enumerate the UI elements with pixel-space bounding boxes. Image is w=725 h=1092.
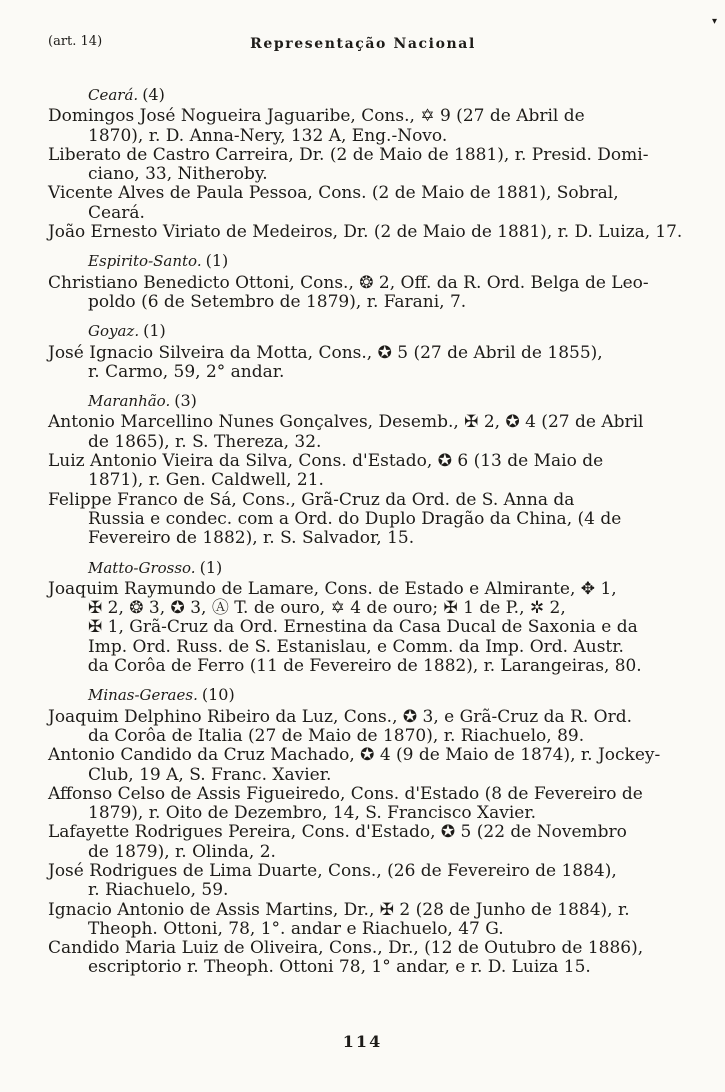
section-title <box>48 85 682 105</box>
entry <box>48 452 682 491</box>
entry-line: 1870), r. D. Anna-Nery, 132 A, Eng.-Novo. <box>88 125 448 146</box>
entry-line: Luiz Antonio Vieira da Silva, Cons. d'Estado, ✪ 6 (13 de Maio de <box>48 451 604 472</box>
section <box>48 85 682 242</box>
entry-line: Candido Maria Luiz de Oliveira, Cons., Dr., (12 de Outubro de 1886), <box>48 938 644 959</box>
section-title <box>48 558 682 578</box>
page-number: 114 <box>342 1032 383 1051</box>
page-header <box>48 34 678 56</box>
entry-line: Lafayette Rodrigues Pereira, Cons. d'Estado, ✪ 5 (22 de Novembro <box>48 822 627 843</box>
section-count: (1) <box>143 321 166 341</box>
section-count: (10) <box>201 685 235 705</box>
entry-line: Vicente Alves de Paula Pessoa, Cons. (2 de Maio de 1881), Sobral, <box>48 183 619 204</box>
section-name: Matto-Grosso. <box>88 558 196 577</box>
section-name: Minas-Geraes. <box>88 686 198 705</box>
entry-line: poldo (6 de Setembro de 1879), r. Farani, 7. <box>88 291 467 312</box>
section-title <box>48 321 682 341</box>
entry-line: Antonio Marcellino Nunes Gonçalves, Desemb., ✠ 2, ✪ 4 (27 de Abril <box>48 412 644 433</box>
entry <box>48 939 682 978</box>
entry-line: José Rodrigues de Lima Duarte, Cons., (26 de Fevereiro de 1884), <box>48 860 617 881</box>
entry-line: escriptorio r. Theoph. Ottoni 78, 1° andar, e r. D. Luiza 15. <box>88 957 591 978</box>
entry-line: Christiano Benedicto Ottoni, Cons., ❂ 2, Off. da R. Ord. Belga de Leo- <box>48 272 649 293</box>
entry <box>48 785 682 824</box>
entry-line: Liberato de Castro Carreira, Dr. (2 de Maio de 1881), r. Presid. Domi- <box>48 144 649 165</box>
entry-line: de 1879), r. Olinda, 2. <box>88 841 276 862</box>
entry-line: João Ernesto Viriato de Medeiros, Dr. (2 de Maio de 1881), r. D. Luiza, 17. <box>48 222 683 243</box>
entry <box>48 491 682 549</box>
entry-line: Affonso Celso de Assis Figueiredo, Cons. d'Estado (8 de Fevereiro de <box>48 783 643 804</box>
section-name: Espirito-Santo. <box>88 252 202 271</box>
entry <box>48 107 682 146</box>
entry-line: Fevereiro de 1882), r. S. Salvador, 15. <box>88 528 415 549</box>
entry <box>48 823 682 862</box>
entry <box>48 274 682 313</box>
section-name: Maranhão. <box>88 392 171 411</box>
section <box>48 321 682 382</box>
header-article-ref: (art. 14) <box>48 34 103 49</box>
entry-line: Felippe Franco de Sá, Cons., Grã-Cruz da Ord. de S. Anna da <box>48 489 575 510</box>
entry-line: Club, 19 A, S. Franc. Xavier. <box>88 764 332 785</box>
entry-line: Ceará. <box>88 202 145 223</box>
entry-line: Russia e condec. com a Ord. do Duplo Dragão da China, (4 de <box>88 508 622 529</box>
entry-line: 1879), r. Oito de Dezembro, 14, S. Francisco Xavier. <box>88 803 536 824</box>
entry-line: José Ignacio Silveira da Motta, Cons., ✪ 5 (27 de Abril de 1855), <box>48 342 603 363</box>
entry <box>48 344 682 383</box>
entry-line: 1871), r. Gen. Caldwell, 21. <box>88 470 324 491</box>
header-title: Representação Nacional <box>250 36 476 52</box>
section-count: (3) <box>174 391 197 411</box>
section-count: (1) <box>199 557 223 577</box>
entry <box>48 862 682 901</box>
entry-line: Ignacio Antonio de Assis Martins, Dr., ✠ 2 (28 de Junho de 1884), r. <box>48 899 630 920</box>
entry-line: Domingos José Nogueira Jaguaribe, Cons., ✡ 9 (27 de Abril de <box>48 106 585 127</box>
entry <box>48 901 682 940</box>
entry-line: ✠ 2, ❂ 3, ✪ 3, Ⓐ T. de ouro, ✡ 4 de ouro; ✠ 1 de P., ✲ 2, <box>88 598 566 619</box>
page-body <box>48 76 682 978</box>
section <box>48 251 682 312</box>
section <box>48 685 682 977</box>
section-name: Ceará. <box>88 86 139 104</box>
entry-line: Joaquim Delphino Ribeiro da Luz, Cons., ✪ 3, e Grã-Cruz da R. Ord. <box>48 706 633 727</box>
entry <box>48 223 682 242</box>
entry <box>48 184 682 223</box>
section-name: Goyaz. <box>88 322 140 341</box>
entry <box>48 580 682 676</box>
entry-line: ✠ 1, Grã-Cruz da Ord. Ernestina da Casa Ducal de Saxonia e da <box>88 617 638 638</box>
corner-mark: ▾ <box>711 16 717 27</box>
section-title <box>48 685 682 705</box>
entry-line: da Corôa de Italia (27 de Maio de 1870), r. Riachuelo, 89. <box>88 725 585 746</box>
entry-line: r. Riachuelo, 59. <box>88 880 229 901</box>
entry-line: r. Carmo, 59, 2° andar. <box>88 361 285 382</box>
section-count: (1) <box>205 251 229 271</box>
section-count: (4) <box>142 85 165 104</box>
entry <box>48 413 682 452</box>
section-title <box>48 251 682 271</box>
entry-line: ciano, 33, Nitheroby. <box>88 164 268 185</box>
entry-line: Imp. Ord. Russ. de S. Estanislau, e Comm. da Imp. Ord. Austr. <box>88 636 624 657</box>
section <box>48 391 682 548</box>
entry-line: Joaquim Raymundo de Lamare, Cons. de Estado e Almirante, ✥ 1, <box>48 578 617 599</box>
entry-line: Theoph. Ottoni, 78, 1°. andar e Riachuelo, 47 G. <box>88 918 504 939</box>
entry <box>48 746 682 785</box>
entry-line: de 1865), r. S. Thereza, 32. <box>88 431 322 452</box>
section <box>48 558 682 677</box>
section-title <box>48 391 682 411</box>
entry-line: Antonio Candido da Cruz Machado, ✪ 4 (9 de Maio de 1874), r. Jockey- <box>48 745 661 766</box>
entry <box>48 708 682 747</box>
entry-line: da Corôa de Ferro (11 de Fevereiro de 1882), r. Larangeiras, 80. <box>87 656 642 677</box>
entry <box>48 146 682 185</box>
